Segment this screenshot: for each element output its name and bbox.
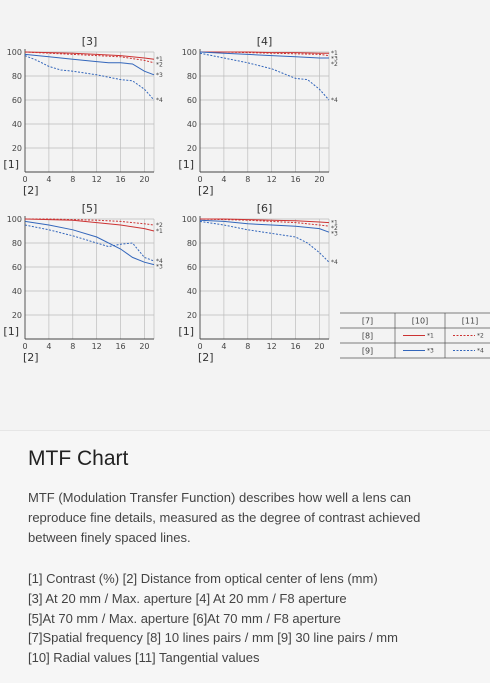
chart-title: [5] <box>81 202 98 215</box>
legend-line: [1] Contrast (%) [2] Distance from optical center of lens (mm) <box>28 571 378 586</box>
series-line-1 <box>25 219 154 231</box>
page-title: MTF Chart <box>28 447 129 470</box>
y-tick-label: 100 <box>6 215 22 224</box>
mtf-panel <box>178 35 338 197</box>
table-header: [10] <box>411 316 429 326</box>
series-end-label: *1 <box>331 219 338 227</box>
legend-swatch-label: *4 <box>477 347 484 355</box>
y-tick-label: 40 <box>186 287 197 296</box>
series-end-label: *3 <box>331 230 338 238</box>
series-end-label: *2 <box>331 225 338 233</box>
y-tick-label: 20 <box>11 311 22 320</box>
y-tick-label: 20 <box>186 311 197 320</box>
y-axis-label: [1] <box>3 325 19 338</box>
series-end-label: *1 <box>331 50 338 58</box>
y-tick-label: 100 <box>6 48 22 57</box>
series-line-4 <box>25 56 154 100</box>
x-tick-label: 12 <box>266 175 277 184</box>
y-tick-label: 100 <box>181 48 197 57</box>
y-tick-label: 80 <box>186 72 197 81</box>
x-axis-label: [2] <box>23 184 39 197</box>
x-tick-label: 16 <box>290 342 301 351</box>
x-tick-label: 20 <box>139 342 150 351</box>
mtf-panel <box>178 202 338 364</box>
mtf-panel <box>3 202 163 364</box>
table-row-label: [9] <box>361 346 374 356</box>
series-line-4 <box>200 53 329 100</box>
x-tick-label: 20 <box>139 175 150 184</box>
series-end-label: *1 <box>156 228 163 235</box>
legend-line: [10] Radial values [11] Tangential values <box>28 650 260 666</box>
mtf-charts <box>3 35 338 364</box>
series-end-label: *4 <box>156 97 163 104</box>
y-tick-label: 60 <box>186 96 197 105</box>
series-end-label: *2 <box>156 222 163 229</box>
legend-swatch-label: *2 <box>477 332 484 340</box>
series-end-label: *3 <box>156 71 163 79</box>
series-end-label: *4 <box>331 259 338 267</box>
y-tick-label: 40 <box>11 287 22 296</box>
y-tick-label: 20 <box>11 144 22 153</box>
x-axis-label: [2] <box>198 351 214 364</box>
x-tick-label: 16 <box>115 175 126 184</box>
mtf-panel <box>3 35 163 197</box>
text-panel <box>0 430 490 683</box>
y-tick-label: 40 <box>11 120 22 129</box>
x-tick-label: 4 <box>46 175 52 184</box>
x-tick-label: 16 <box>290 175 301 184</box>
x-tick-label: 12 <box>266 342 277 351</box>
y-tick-label: 100 <box>181 215 197 224</box>
x-tick-label: 16 <box>115 342 126 351</box>
series-end-label: *3 <box>156 263 163 271</box>
y-tick-label: 80 <box>11 239 22 248</box>
series-end-label: *2 <box>331 61 338 69</box>
x-tick-label: 20 <box>314 175 325 184</box>
table-row-label: [8] <box>361 331 374 341</box>
x-tick-label: 8 <box>70 342 76 351</box>
chart-title: [6] <box>256 202 273 215</box>
chart-title: [4] <box>256 35 273 48</box>
y-tick-label: 60 <box>186 263 197 272</box>
x-tick-label: 8 <box>245 342 251 351</box>
table-header: [7] <box>361 316 374 326</box>
legend-line: [5]At 70 mm / Max. aperture [6]At 70 mm / F8 aperture <box>28 610 341 626</box>
y-axis-label: [1] <box>3 158 19 171</box>
x-tick-label: 0 <box>22 175 28 184</box>
x-axis-label: [2] <box>198 184 214 197</box>
x-axis-label: [2] <box>23 351 39 364</box>
x-tick-label: 12 <box>91 342 102 351</box>
y-tick-label: 40 <box>186 120 197 129</box>
y-tick-label: 80 <box>186 239 197 248</box>
x-tick-label: 8 <box>70 175 76 184</box>
x-tick-label: 8 <box>245 175 251 184</box>
x-tick-label: 20 <box>314 342 325 351</box>
y-tick-label: 80 <box>11 72 22 81</box>
x-tick-label: 4 <box>221 175 227 184</box>
y-tick-label: 60 <box>11 263 22 272</box>
x-tick-label: 4 <box>46 342 52 351</box>
x-tick-label: 0 <box>197 175 203 184</box>
series-end-label: *2 <box>156 61 163 69</box>
y-tick-label: 60 <box>11 96 22 105</box>
chart-title: [3] <box>81 35 98 48</box>
x-tick-label: 4 <box>221 342 227 351</box>
x-tick-label: 0 <box>197 342 203 351</box>
series-end-label: *3 <box>331 55 338 63</box>
series-end-label: *1 <box>156 56 163 64</box>
series-end-label: *4 <box>156 258 163 265</box>
y-tick-label: 20 <box>186 144 197 153</box>
y-axis-label: [1] <box>178 158 194 171</box>
legend-table <box>340 313 490 358</box>
legend-swatch-label: *3 <box>427 347 434 355</box>
legend-swatch-label: *1 <box>427 332 434 340</box>
x-tick-label: 12 <box>91 175 102 184</box>
legend-line: [3] At 20 mm / Max. aperture [4] At 20 mm / F8 aperture <box>28 590 347 606</box>
x-tick-label: 0 <box>22 342 28 351</box>
legend-explanation <box>28 569 478 668</box>
legend-line: [7]Spatial frequency [8] 10 lines pairs / mm [9] 30 line pairs / mm <box>28 630 398 646</box>
table-header: [11] <box>461 316 479 326</box>
y-axis-label: [1] <box>178 325 194 338</box>
description: MTF (Modulation Transfer Function) describes how well a lens can reproduce fine details, measured as the degree of contrast achieved between finely spaced lines. <box>28 490 421 545</box>
series-end-label: *4 <box>331 97 338 104</box>
